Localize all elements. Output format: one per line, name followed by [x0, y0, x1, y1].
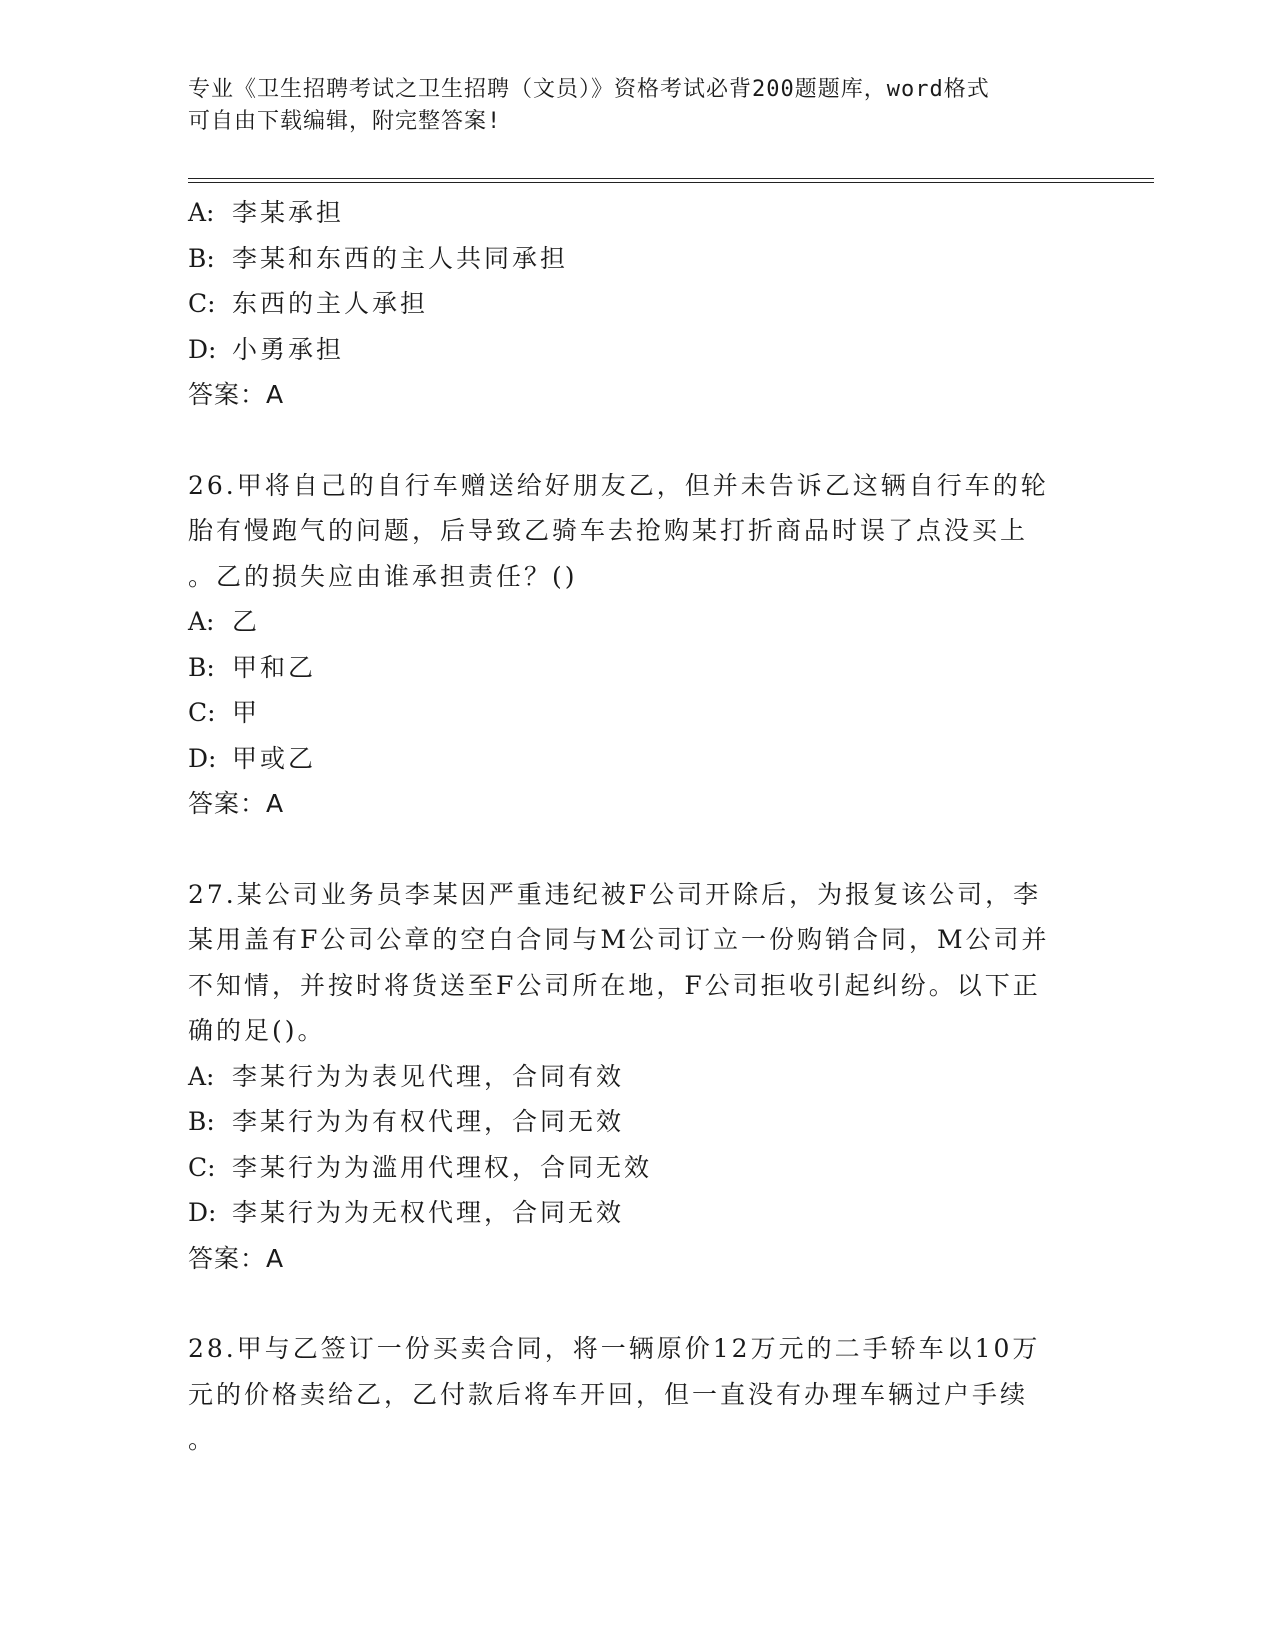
option-letter: C:: [188, 289, 216, 318]
option-text: 甲或乙: [232, 743, 317, 773]
document-header: [188, 74, 1088, 138]
header-line-2: 可自由下载编辑，附完整答案!: [188, 109, 502, 134]
option-letter: B:: [188, 652, 215, 682]
option-b: [188, 645, 1088, 691]
question-text-line: 。: [188, 1425, 217, 1454]
question-25: [188, 190, 1088, 418]
answer-line: 答案：A: [188, 789, 285, 818]
option-text: 李某和东西的主人共同承担: [232, 243, 569, 273]
header-rule-top: [188, 178, 1154, 179]
option-letter: A:: [188, 1061, 215, 1091]
option-text: 东西的主人承担: [232, 289, 429, 318]
header-rule-bottom: [188, 182, 1154, 183]
option-text: 甲: [232, 698, 261, 727]
option-a: [188, 1054, 1088, 1100]
question-28: [188, 1326, 1088, 1463]
question-26: [188, 463, 1088, 827]
option-text: 李某行为为有权代理，合同无效: [232, 1107, 625, 1136]
option-d: [188, 1190, 1088, 1236]
question-text-line: 26.甲将自己的自行车赠送给好朋友乙，但并未告诉乙这辆自行车的轮: [188, 470, 1049, 500]
option-c: [188, 1145, 1088, 1191]
question-text-line: 某用盖有F公司公章的空白合同与M公司订立一份购销合同，M公司并: [188, 925, 1050, 954]
option-text: 李某行为为滥用代理权，合同无效: [232, 1152, 653, 1182]
option-c: [188, 281, 1088, 327]
answer-line: 答案：A: [188, 1243, 285, 1273]
option-text: 李某行为为表见代理，合同有效: [232, 1061, 625, 1091]
option-letter: B:: [188, 1107, 215, 1136]
option-b: [188, 1099, 1088, 1145]
option-a: [188, 599, 1088, 645]
option-letter: D:: [188, 743, 217, 773]
option-text: 李某承担: [232, 198, 345, 227]
option-letter: D:: [188, 334, 217, 364]
option-letter: D:: [188, 1198, 217, 1227]
option-c: [188, 690, 1088, 736]
option-letter: A:: [188, 607, 215, 636]
option-text: 李某行为为无权代理，合同无效: [232, 1198, 625, 1227]
option-letter: A:: [188, 198, 215, 227]
option-d: [188, 327, 1088, 373]
option-letter: B:: [188, 243, 215, 273]
option-d: [188, 736, 1088, 782]
question-text-line: 27.某公司业务员李某因严重违纪被F公司开除后，为报复该公司，李: [188, 879, 1042, 909]
header-line-1: 专业《卫生招聘考试之卫生招聘（文员）》资格考试必背200题题库，word格式: [188, 77, 990, 102]
question-list: [188, 190, 1088, 1463]
question-27: [188, 872, 1088, 1282]
question-text-line: 28.甲与乙签订一份买卖合同，将一辆原价12万元的二手轿车以10万: [188, 1334, 1041, 1363]
option-b: [188, 236, 1088, 282]
option-letter: C:: [188, 698, 216, 727]
option-text: 小勇承担: [232, 334, 345, 364]
option-letter: C:: [188, 1152, 216, 1182]
question-text-line: 胎有慢跑气的问题，后导致乙骑车去抢购某打折商品时误了点没买上: [188, 516, 1029, 545]
question-text-line: 元的价格卖给乙，乙付款后将车开回，但一直没有办理车辆过户手续: [188, 1379, 1029, 1409]
question-text-line: 不知情，并按时将货送至F公司所在地，F公司拒收引起纠纷。以下正: [188, 970, 1041, 1000]
question-text-line: 确的足()。: [188, 1016, 326, 1045]
option-a: [188, 190, 1088, 236]
option-text: 甲和乙: [232, 652, 317, 682]
option-text: 乙: [232, 607, 261, 636]
question-text-line: 。乙的损失应由谁承担责任？(): [188, 561, 578, 591]
answer-line: 答案：A: [188, 380, 285, 409]
